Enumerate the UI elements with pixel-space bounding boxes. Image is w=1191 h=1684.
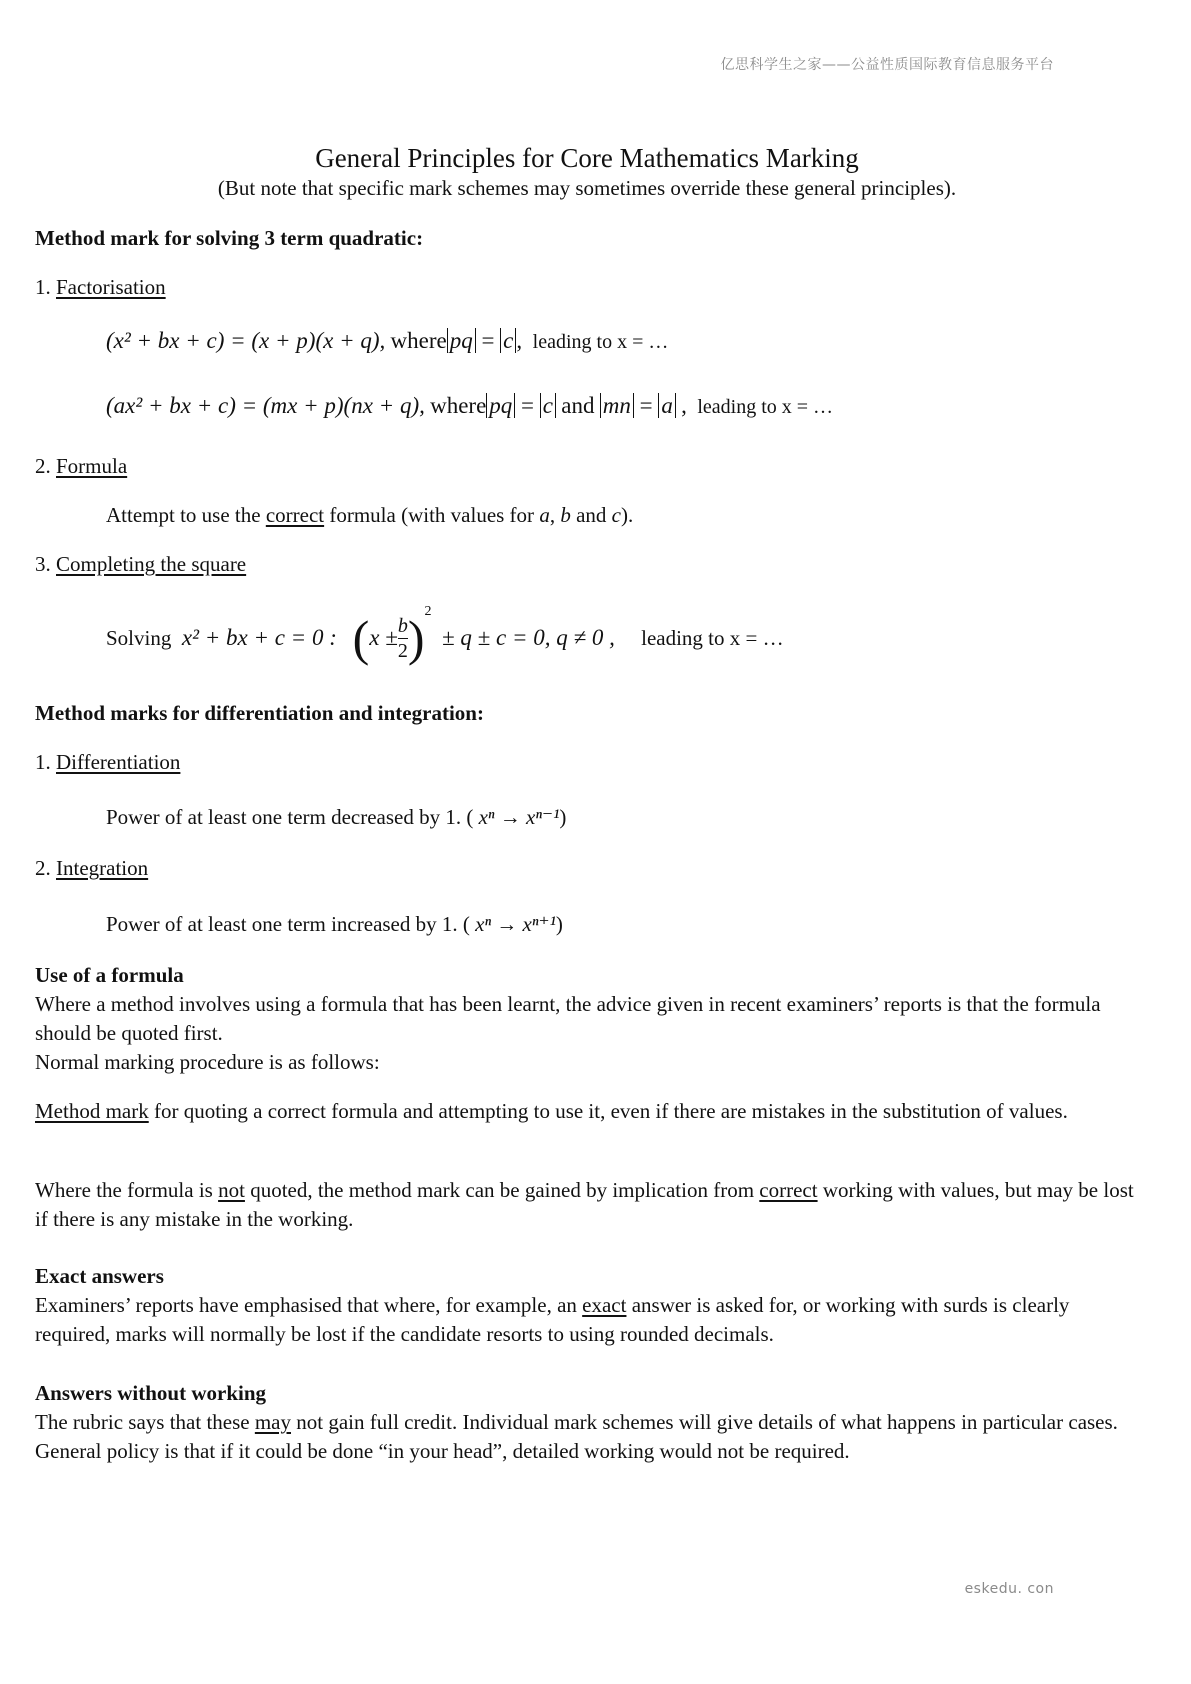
fact-eq1-where: where xyxy=(390,328,447,353)
formula-text-a: Attempt to use the xyxy=(106,503,266,527)
formula-label: Formula xyxy=(56,454,128,478)
fact-eq2-comma: , xyxy=(681,393,687,418)
formula-text-b: formula (with values for xyxy=(324,503,540,527)
formula-use-p4-not: not xyxy=(218,1178,245,1202)
exact-answers-b: answer is asked for, or working with surds is clearly required, marks will normally be lost if the candidate resorts to using rounded decimals. xyxy=(35,1293,1070,1346)
calculus-heading: Method marks for differentiation and integration: xyxy=(35,701,484,725)
cs-x-pm: x ± xyxy=(369,625,398,650)
exact-answers-heading: Exact answers xyxy=(35,1264,164,1288)
fact-eq2-abs-c: c xyxy=(540,393,556,418)
exact-answers-exact: exact xyxy=(582,1293,627,1317)
formula-use-p4-a: Where the formula is xyxy=(35,1178,219,1202)
fact-eq1-comma: , xyxy=(516,328,523,353)
integration-end: ) xyxy=(555,912,563,936)
cs-equation: x² + bx + c = 0 : xyxy=(181,625,337,650)
formula-and: and xyxy=(570,503,612,527)
formula-text-correct: correct xyxy=(265,503,325,527)
footer-site-text: eskedu. con xyxy=(964,1581,1054,1597)
fact-eq1-leading: leading to x = … xyxy=(532,331,669,353)
cs-fraction-denominator: 2 xyxy=(397,639,408,662)
formula-number: 2. xyxy=(35,454,56,478)
fact-eq2-abs-a: a xyxy=(658,393,676,418)
formula-var-b: b xyxy=(560,503,571,527)
differentiation-expression: xⁿ → xⁿ⁻¹ xyxy=(478,805,560,829)
integration-expression: xⁿ → xⁿ⁺¹ xyxy=(475,912,556,936)
fact-eq1-equals: = xyxy=(475,328,501,353)
fact-eq1-lhs: (x² + bx + c) = (x + p)(x + q), xyxy=(106,328,386,353)
factorisation-equation-1 xyxy=(106,328,668,354)
formula-var-c: c xyxy=(611,503,621,527)
fact-eq2-equals-1: = xyxy=(515,393,540,418)
fact-eq1-abs-pq: pq xyxy=(447,328,476,353)
cs-leading: leading to x = … xyxy=(641,625,784,650)
formula-use-paragraph-3 xyxy=(35,1097,1135,1126)
no-working-b: not gain full credit. Individual mark schemes will give details of what happens in particular cases. General policy is that if it could be done “in your head”, detailed working would not be required. xyxy=(35,1410,1118,1463)
completing-square-equation xyxy=(106,598,784,678)
fact-eq2-leading: leading to x = … xyxy=(697,396,834,418)
integration-text xyxy=(106,912,563,937)
fact-eq1-abs-c: c xyxy=(500,328,516,353)
cs-square-exponent: 2 xyxy=(424,604,432,619)
fact-eq2-and: and xyxy=(561,393,595,418)
formula-use-paragraph-2: Normal marking procedure is as follows: xyxy=(35,1050,380,1074)
integration-item xyxy=(35,856,148,881)
factorisation-number: 1. xyxy=(35,275,56,299)
formula-use-paragraph-4 xyxy=(35,1176,1135,1234)
differentiation-description: Power of at least one term decreased by 1. ( xyxy=(106,805,474,829)
formula-sep: , xyxy=(549,503,561,527)
exact-answers-paragraph xyxy=(35,1291,1135,1349)
differentiation-end: ) xyxy=(559,805,567,829)
factorisation-equation-2 xyxy=(106,393,833,419)
formula-end: ). xyxy=(620,503,634,527)
differentiation-item xyxy=(35,750,180,775)
cs-rest: ± q ± c = 0, q ≠ 0 , xyxy=(442,625,615,650)
cs-fraction-numerator: b xyxy=(397,614,408,637)
differentiation-number: 1. xyxy=(35,750,56,774)
completing-square-item xyxy=(35,552,246,577)
differentiation-text xyxy=(106,805,566,830)
fact-eq2-where: where xyxy=(430,393,487,418)
method-mark-underlined: Method mark xyxy=(35,1099,149,1123)
completing-square-number: 3. xyxy=(35,552,56,576)
formula-use-p4-c: working with values, but may be lost if there is any mistake in the working. xyxy=(35,1178,1134,1231)
formula-use-paragraph-3-text: for quoting a correct formula and attempting to use it, even if there are mistakes in the substitution of values. xyxy=(148,1099,1068,1123)
integration-label: Integration xyxy=(56,856,149,880)
cs-solving: Solving xyxy=(106,625,172,650)
fact-eq2-abs-mn: mn xyxy=(600,393,634,418)
factorisation-item xyxy=(35,275,166,300)
fact-eq2-equals-2: = xyxy=(633,393,659,418)
formula-use-heading: Use of a formula xyxy=(35,963,184,987)
factorisation-label: Factorisation xyxy=(56,275,166,299)
no-working-paragraph xyxy=(35,1408,1135,1466)
completing-square-label: Completing the square xyxy=(56,552,247,576)
formula-var-a: a xyxy=(539,503,550,527)
formula-item xyxy=(35,454,127,479)
formula-use-paragraph-1: Where a method involves using a formula that has been learnt, the advice given in recent examiners’ reports is that the formula should be quoted first. xyxy=(35,992,1101,1045)
no-working-may: may xyxy=(254,1410,291,1434)
fact-eq2-lhs: (ax² + bx + c) = (mx + p)(nx + q), xyxy=(106,393,425,418)
page-title: General Principles for Core Mathematics Marking xyxy=(315,143,859,173)
differentiation-label: Differentiation xyxy=(56,750,181,774)
header-site-text: 亿思科学生之家——公益性质国际教育信息服务平台 xyxy=(720,57,1054,73)
cs-right-paren: ) xyxy=(407,610,425,666)
quadratic-heading: Method mark for solving 3 term quadratic: xyxy=(35,226,424,250)
cs-fraction xyxy=(398,614,408,663)
formula-text xyxy=(106,503,633,528)
fact-eq2-abs-pq: pq xyxy=(486,393,515,418)
integration-number: 2. xyxy=(35,856,56,880)
integration-description: Power of at least one term increased by 1. ( xyxy=(106,912,470,936)
no-working-heading: Answers without working xyxy=(35,1381,267,1405)
exact-answers-a: Examiners’ reports have emphasised that where, for example, an xyxy=(35,1293,583,1317)
formula-use-p4-correct: correct xyxy=(759,1178,818,1202)
cs-left-paren: ( xyxy=(352,610,370,666)
formula-use-p4-b: quoted, the method mark can be gained by implication from xyxy=(244,1178,760,1202)
no-working-a: The rubric says that these xyxy=(35,1410,255,1434)
page-subtitle: (But note that specific mark schemes may sometimes override these general principles). xyxy=(217,176,957,200)
